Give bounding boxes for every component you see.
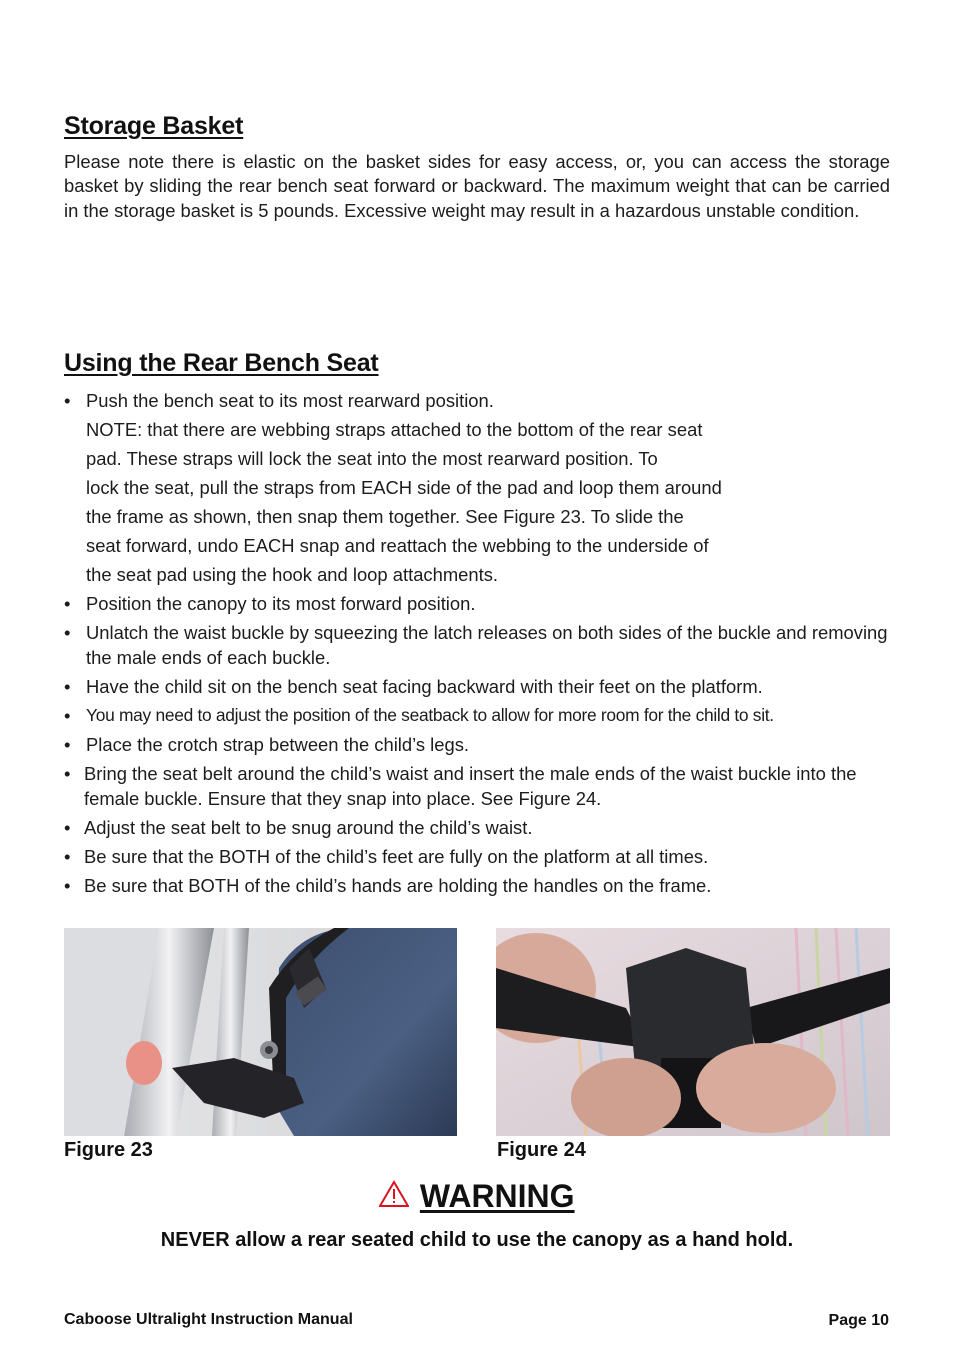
bullet-text: Have the child sit on the bench seat facing backward with their feet on the platform. [86,676,763,697]
storage-basket-heading: Storage Basket [64,112,244,140]
figure-23-label: Figure 23 [64,1139,153,1161]
bullet-text: Push the bench seat to its most rearward position. [86,390,494,411]
bullet-dot: • [64,763,71,784]
note-line: pad. These straps will lock the seat into the most rearward position. To [86,448,658,469]
rear-bench-seat-heading: Using the Rear Bench Seat [64,349,379,377]
bullet-text: Unlatch the waist buckle by squeezing the latch releases on both sides of the buckle and removing the male ends of each buckle. [86,622,888,668]
warning-title-row [0,1178,954,1215]
bullet-text: Bring the seat belt around the child’s waist and insert the male ends of the waist buckle into the female buckle. Ensure that they snap into place. See Figure 24. [84,763,857,809]
bullet-dot: • [64,846,71,867]
bullet-dot: • [64,734,71,755]
note-line: the seat pad using the hook and loop attachments. [86,564,499,585]
note-line: lock the seat, pull the straps from EACH side of the pad and loop them around [86,477,722,498]
bullet-item [64,761,890,813]
bullet-item [64,620,890,672]
bullet-dot: • [64,622,71,643]
note-line: seat forward, undo EACH snap and reattach the webbing to the underside of [86,535,709,556]
bullet-dot: • [64,875,71,896]
footer-page-number: Page 10 [828,1312,889,1329]
bullet-text: You may need to adjust the position of the seatback to allow for more room for the child to sit. [86,705,774,725]
bullet-dot: • [64,390,71,411]
warning-title: WARNING [419,1178,575,1214]
storage-basket-paragraph: Please note there is elastic on the basket sides for easy access, or, you can access the storage basket by sliding the rear bench seat forward or backward. The maximum weight that can be carried in the storage basket is 5 pounds. Excessive weight may result in a hazardous unstable condition. [64,151,890,221]
note-line: NOTE: that there are webbing straps attached to the bottom of the rear seat [86,419,703,440]
bullet-dot: • [64,817,71,838]
bullet-dot: • [64,593,71,614]
figure-24-label: Figure 24 [497,1139,586,1161]
footer-manual-title: Caboose Ultralight Instruction Manual [64,1311,353,1328]
bullet-text: Place the crotch strap between the child’s legs. [86,734,470,755]
bullet-text: Be sure that BOTH of the child’s hands are holding the handles on the frame. [84,875,712,896]
warning-text: NEVER allow a rear seated child to use the canopy as a hand hold. [160,1229,794,1251]
bullet-text: Adjust the seat belt to be snug around the child’s waist. [84,817,533,838]
bullet-dot: • [64,676,71,697]
bullet-text: Position the canopy to its most forward position. [86,593,476,614]
note-line: the frame as shown, then snap them together. See Figure 23. To slide the [86,506,684,527]
figure-23-photo [64,928,457,1136]
bullet-dot: • [64,705,71,726]
figure-24-photo [496,928,890,1136]
warning-triangle-icon [379,1180,409,1213]
bullet-text: Be sure that the BOTH of the child’s feet are fully on the platform at all times. [84,846,709,867]
